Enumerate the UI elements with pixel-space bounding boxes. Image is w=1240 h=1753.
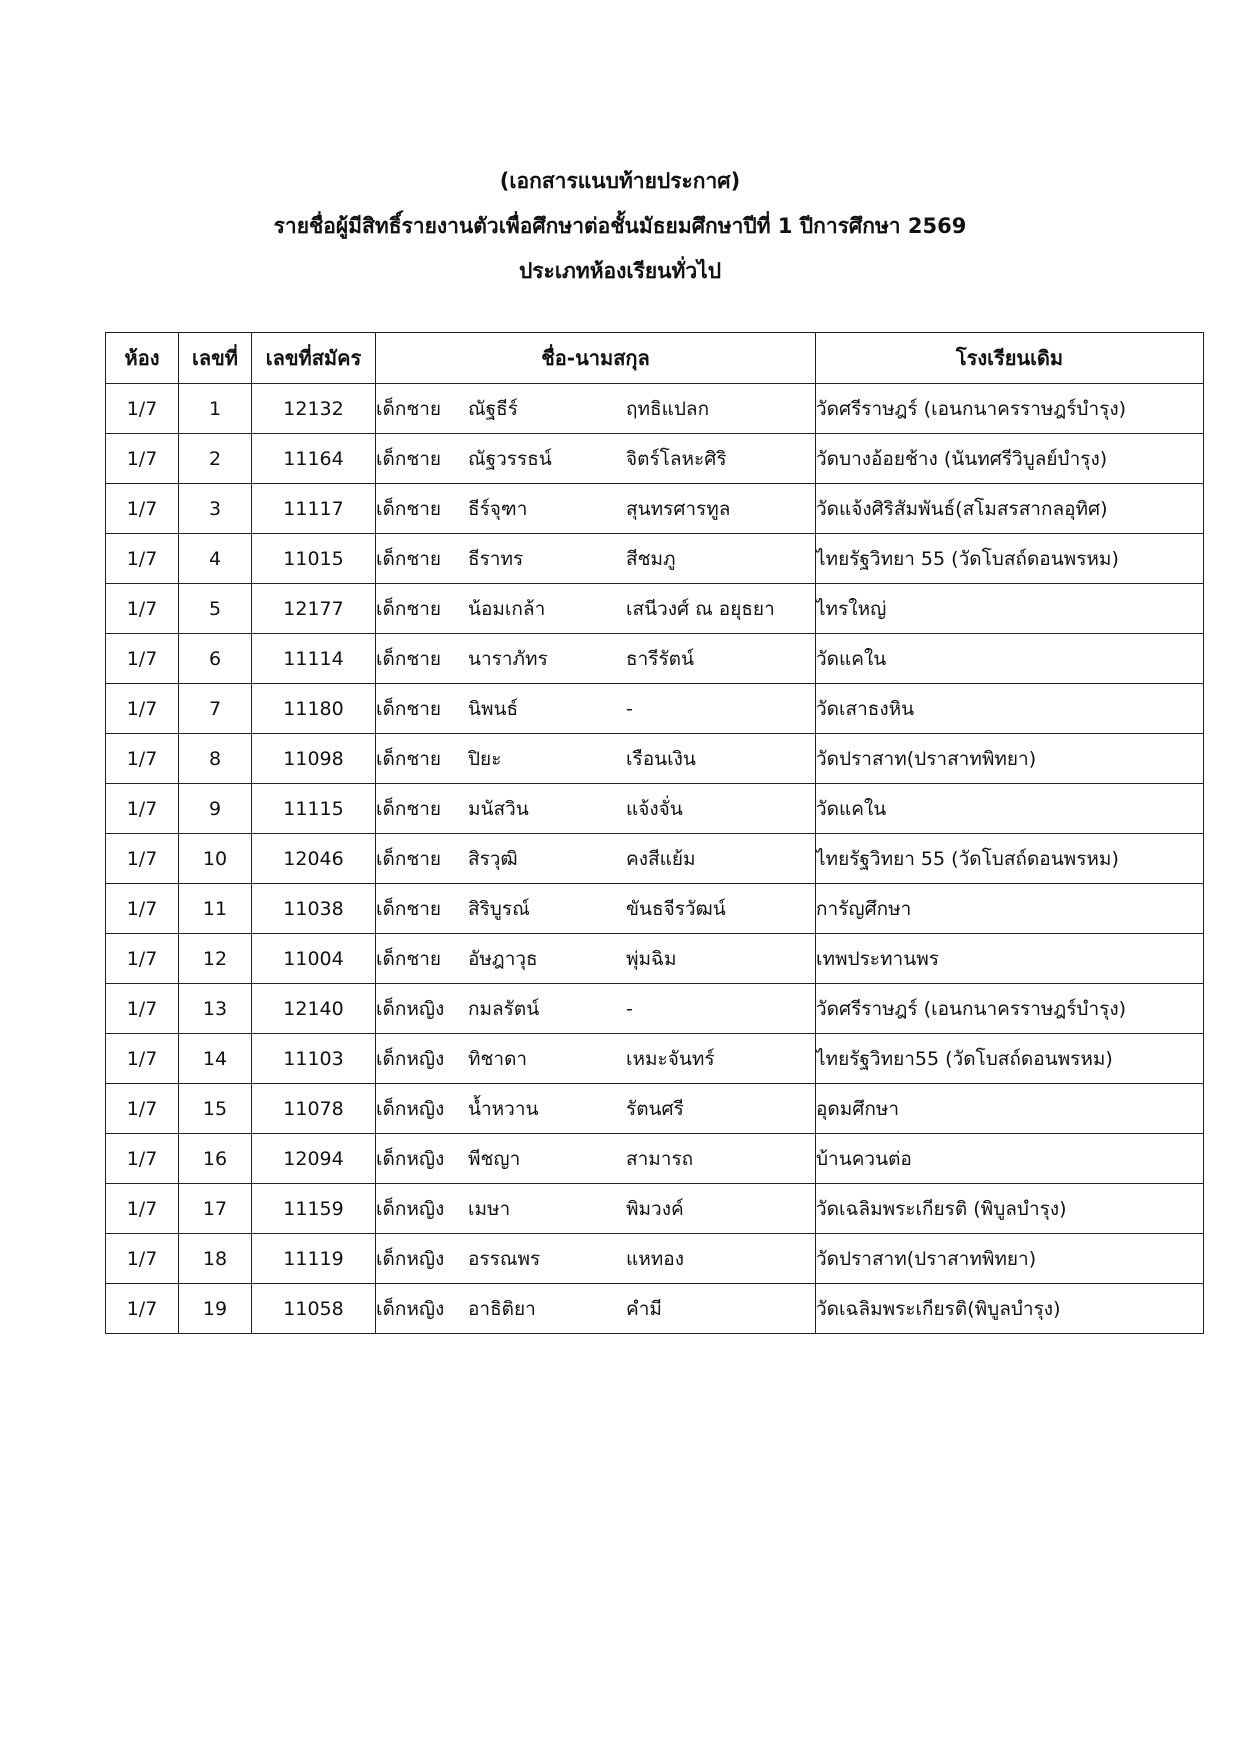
name-prefix: เด็กหญิง <box>376 1247 445 1270</box>
name-prefix: เด็กหญิง <box>376 1097 445 1120</box>
last-name: ขันธจีรวัฒน์ <box>626 897 726 920</box>
last-name: เสนีวงศ์ ณ อยุธยา <box>626 597 775 620</box>
cell-room: 1/7 <box>106 884 179 934</box>
table-row <box>106 1034 1204 1084</box>
cell-application-number: 12132 <box>252 384 376 434</box>
cell-application-number: 11038 <box>252 884 376 934</box>
cell-previous-school: วัดศรีราษฎร์ (เอนกนาครราษฎร์บำรุง) <box>816 384 1204 434</box>
last-name: พิมวงค์ <box>626 1197 684 1220</box>
cell-full-name <box>376 934 816 984</box>
cell-number: 1 <box>179 384 252 434</box>
name-prefix: เด็กชาย <box>376 397 442 420</box>
name-prefix: เด็กชาย <box>376 747 442 770</box>
cell-previous-school: การัญศึกษา <box>816 884 1204 934</box>
cell-application-number: 11015 <box>252 534 376 584</box>
name-prefix: เด็กชาย <box>376 547 442 570</box>
first-name: ณัฐธีร์ <box>468 397 518 420</box>
cell-full-name <box>376 384 816 434</box>
cell-application-number: 11164 <box>252 434 376 484</box>
cell-room: 1/7 <box>106 1184 179 1234</box>
cell-room: 1/7 <box>106 684 179 734</box>
cell-previous-school: วัดเฉลิมพระเกียรติ(พิบูลบำรุง) <box>816 1284 1204 1334</box>
cell-previous-school: วัดแคใน <box>816 634 1204 684</box>
cell-room: 1/7 <box>106 1234 179 1284</box>
cell-previous-school: วัดบางอ้อยช้าง (นันทศรีวิบูลย์บำรุง) <box>816 434 1204 484</box>
cell-full-name <box>376 1234 816 1284</box>
last-name: เหมะจันทร์ <box>626 1047 715 1070</box>
name-prefix: เด็กชาย <box>376 947 442 970</box>
cell-room: 1/7 <box>106 734 179 784</box>
cell-application-number: 12094 <box>252 1134 376 1184</box>
first-name: น้อมเกล้า <box>468 597 546 620</box>
cell-previous-school: วัดเสาธงหิน <box>816 684 1204 734</box>
first-name: สิริบูรณ์ <box>468 897 530 920</box>
first-name: กมลรัตน์ <box>468 997 540 1020</box>
cell-full-name <box>376 734 816 784</box>
cell-number: 15 <box>179 1084 252 1134</box>
first-name: น้ำหวาน <box>468 1097 539 1120</box>
cell-full-name <box>376 1034 816 1084</box>
name-prefix: เด็กชาย <box>376 897 442 920</box>
last-name: แจ้งจั่น <box>626 797 683 820</box>
last-name: แหทอง <box>626 1247 684 1270</box>
last-name: คงสีแย้ม <box>626 847 696 870</box>
cell-room: 1/7 <box>106 784 179 834</box>
column-header-previous-school: โรงเรียนเดิม <box>816 333 1204 384</box>
cell-full-name <box>376 1084 816 1134</box>
cell-previous-school: วัดปราสาท(ปราสาทพิทยา) <box>816 1234 1204 1284</box>
name-prefix: เด็กหญิง <box>376 1147 445 1170</box>
name-prefix: เด็กหญิง <box>376 997 445 1020</box>
cell-number: 19 <box>179 1284 252 1334</box>
table-row <box>106 1084 1204 1134</box>
cell-room: 1/7 <box>106 1134 179 1184</box>
cell-number: 9 <box>179 784 252 834</box>
cell-application-number: 11004 <box>252 934 376 984</box>
last-name: ธารีรัตน์ <box>626 647 695 670</box>
last-name: พุ่มฉิม <box>626 947 677 970</box>
cell-full-name <box>376 884 816 934</box>
cell-full-name <box>376 684 816 734</box>
first-name: อัษฎาวุธ <box>468 947 538 970</box>
table-row <box>106 884 1204 934</box>
cell-room: 1/7 <box>106 984 179 1034</box>
cell-full-name <box>376 834 816 884</box>
first-name: อาธิติยา <box>468 1297 536 1320</box>
last-name: เรือนเงิน <box>626 747 696 770</box>
name-prefix: เด็กหญิง <box>376 1297 445 1320</box>
cell-application-number: 11117 <box>252 484 376 534</box>
first-name: นิพนธ์ <box>468 697 519 720</box>
first-name: ณัฐวรรธน์ <box>468 447 552 470</box>
name-prefix: เด็กชาย <box>376 597 442 620</box>
cell-previous-school: วัดแคใน <box>816 784 1204 834</box>
column-header-room: ห้อง <box>106 333 179 384</box>
last-name: สีชมภู <box>626 547 676 570</box>
table-header-row <box>106 333 1204 384</box>
name-prefix: เด็กชาย <box>376 497 442 520</box>
first-name: มนัสวิน <box>468 797 529 820</box>
cell-previous-school: อุดมศึกษา <box>816 1084 1204 1134</box>
first-name: สิรวุฒิ <box>468 847 518 870</box>
cell-room: 1/7 <box>106 434 179 484</box>
document-title: รายชื่อผู้มีสิทธิ์รายงานตัวเพื่อศึกษาต่อชั้นมัธยมศึกษาปีที่ 1 ปีการศึกษา 2569 <box>273 214 967 238</box>
cell-application-number: 11159 <box>252 1184 376 1234</box>
cell-number: 16 <box>179 1134 252 1184</box>
cell-number: 17 <box>179 1184 252 1234</box>
name-prefix: เด็กหญิง <box>376 1197 445 1220</box>
cell-full-name <box>376 1184 816 1234</box>
document-subtitle: ประเภทห้องเรียนทั่วไป <box>518 259 722 283</box>
cell-number: 11 <box>179 884 252 934</box>
cell-application-number: 11115 <box>252 784 376 834</box>
last-name: - <box>626 697 633 720</box>
cell-previous-school: วัดแจ้งศิริสัมพันธ์(สโมสรสากลอุทิศ) <box>816 484 1204 534</box>
cell-room: 1/7 <box>106 484 179 534</box>
name-prefix: เด็กหญิง <box>376 1047 445 1070</box>
cell-application-number: 12046 <box>252 834 376 884</box>
cell-number: 8 <box>179 734 252 784</box>
cell-number: 5 <box>179 584 252 634</box>
table-row <box>106 534 1204 584</box>
cell-application-number: 11180 <box>252 684 376 734</box>
last-name: คำมี <box>626 1297 662 1320</box>
table-row <box>106 1134 1204 1184</box>
cell-full-name <box>376 434 816 484</box>
table-row <box>106 484 1204 534</box>
cell-previous-school: วัดปราสาท(ปราสาทพิทยา) <box>816 734 1204 784</box>
column-header-full-name: ชื่อ-นามสกุล <box>376 333 816 384</box>
first-name: ธีร์จุฑา <box>468 497 528 520</box>
cell-application-number: 12140 <box>252 984 376 1034</box>
cell-room: 1/7 <box>106 1084 179 1134</box>
name-prefix: เด็กชาย <box>376 447 442 470</box>
cell-application-number: 12177 <box>252 584 376 634</box>
table-body <box>106 384 1204 1334</box>
table-row <box>106 984 1204 1034</box>
cell-full-name <box>376 1284 816 1334</box>
cell-room: 1/7 <box>106 534 179 584</box>
table-row <box>106 784 1204 834</box>
first-name: นาราภัทร <box>468 647 548 670</box>
student-roster-table <box>105 332 1204 1334</box>
table-row <box>106 584 1204 634</box>
table-row <box>106 1284 1204 1334</box>
table-row <box>106 1184 1204 1234</box>
cell-previous-school: ไทยรัฐวิทยา 55 (วัดโบสถ์ดอนพรหม) <box>816 534 1204 584</box>
column-header-number: เลขที่ <box>179 333 252 384</box>
cell-number: 12 <box>179 934 252 984</box>
cell-number: 4 <box>179 534 252 584</box>
cell-number: 10 <box>179 834 252 884</box>
cell-number: 3 <box>179 484 252 534</box>
cell-previous-school: วัดเฉลิมพระเกียรติ (พิบูลบำรุง) <box>816 1184 1204 1234</box>
cell-full-name <box>376 1134 816 1184</box>
table-row <box>106 634 1204 684</box>
column-header-application-number: เลขที่สมัคร <box>252 333 376 384</box>
cell-previous-school: วัดศรีราษฎร์ (เอนกนาครราษฎร์บำรุง) <box>816 984 1204 1034</box>
name-prefix: เด็กชาย <box>376 797 442 820</box>
name-prefix: เด็กชาย <box>376 697 442 720</box>
name-prefix: เด็กชาย <box>376 647 442 670</box>
cell-full-name <box>376 784 816 834</box>
cell-number: 13 <box>179 984 252 1034</box>
cell-room: 1/7 <box>106 934 179 984</box>
first-name: ธีราทร <box>468 547 524 570</box>
cell-full-name <box>376 484 816 534</box>
cell-previous-school: เทพประทานพร <box>816 934 1204 984</box>
cell-number: 2 <box>179 434 252 484</box>
name-prefix: เด็กชาย <box>376 847 442 870</box>
first-name: เมษา <box>468 1197 511 1220</box>
cell-number: 6 <box>179 634 252 684</box>
first-name: ทิชาดา <box>468 1047 528 1070</box>
table-row <box>106 834 1204 884</box>
cell-application-number: 11098 <box>252 734 376 784</box>
last-name: ฤทธิแปลก <box>626 397 710 420</box>
table-row <box>106 384 1204 434</box>
table-row <box>106 934 1204 984</box>
cell-application-number: 11103 <box>252 1034 376 1084</box>
last-name: - <box>626 997 633 1020</box>
cell-number: 14 <box>179 1034 252 1084</box>
cell-full-name <box>376 534 816 584</box>
first-name: ปิยะ <box>468 747 502 770</box>
document-header-line1: (เอกสารแนบท้ายประกาศ) <box>499 169 741 193</box>
cell-previous-school: ไทรใหญ่ <box>816 584 1204 634</box>
cell-room: 1/7 <box>106 584 179 634</box>
table-row <box>106 434 1204 484</box>
cell-previous-school: บ้านควนต่อ <box>816 1134 1204 1184</box>
cell-application-number: 11119 <box>252 1234 376 1284</box>
last-name: สุนทรศารทูล <box>626 497 731 520</box>
cell-application-number: 11114 <box>252 634 376 684</box>
cell-previous-school: ไทยรัฐวิทยา 55 (วัดโบสถ์ดอนพรหม) <box>816 834 1204 884</box>
cell-number: 7 <box>179 684 252 734</box>
cell-room: 1/7 <box>106 634 179 684</box>
table-row <box>106 734 1204 784</box>
cell-application-number: 11058 <box>252 1284 376 1334</box>
table-row <box>106 684 1204 734</box>
cell-previous-school: ไทยรัฐวิทยา55 (วัดโบสถ์ดอนพรหม) <box>816 1034 1204 1084</box>
cell-full-name <box>376 584 816 634</box>
cell-full-name <box>376 984 816 1034</box>
cell-room: 1/7 <box>106 1284 179 1334</box>
last-name: จิตร์โลหะศิริ <box>626 447 727 470</box>
cell-number: 18 <box>179 1234 252 1284</box>
cell-full-name <box>376 634 816 684</box>
last-name: รัตนศรี <box>626 1097 684 1120</box>
cell-room: 1/7 <box>106 834 179 884</box>
cell-room: 1/7 <box>106 1034 179 1084</box>
first-name: อรรณพร <box>468 1247 541 1270</box>
first-name: พีชญา <box>468 1147 521 1170</box>
cell-room: 1/7 <box>106 384 179 434</box>
table-row <box>106 1234 1204 1284</box>
cell-application-number: 11078 <box>252 1084 376 1134</box>
last-name: สามารถ <box>626 1147 694 1170</box>
